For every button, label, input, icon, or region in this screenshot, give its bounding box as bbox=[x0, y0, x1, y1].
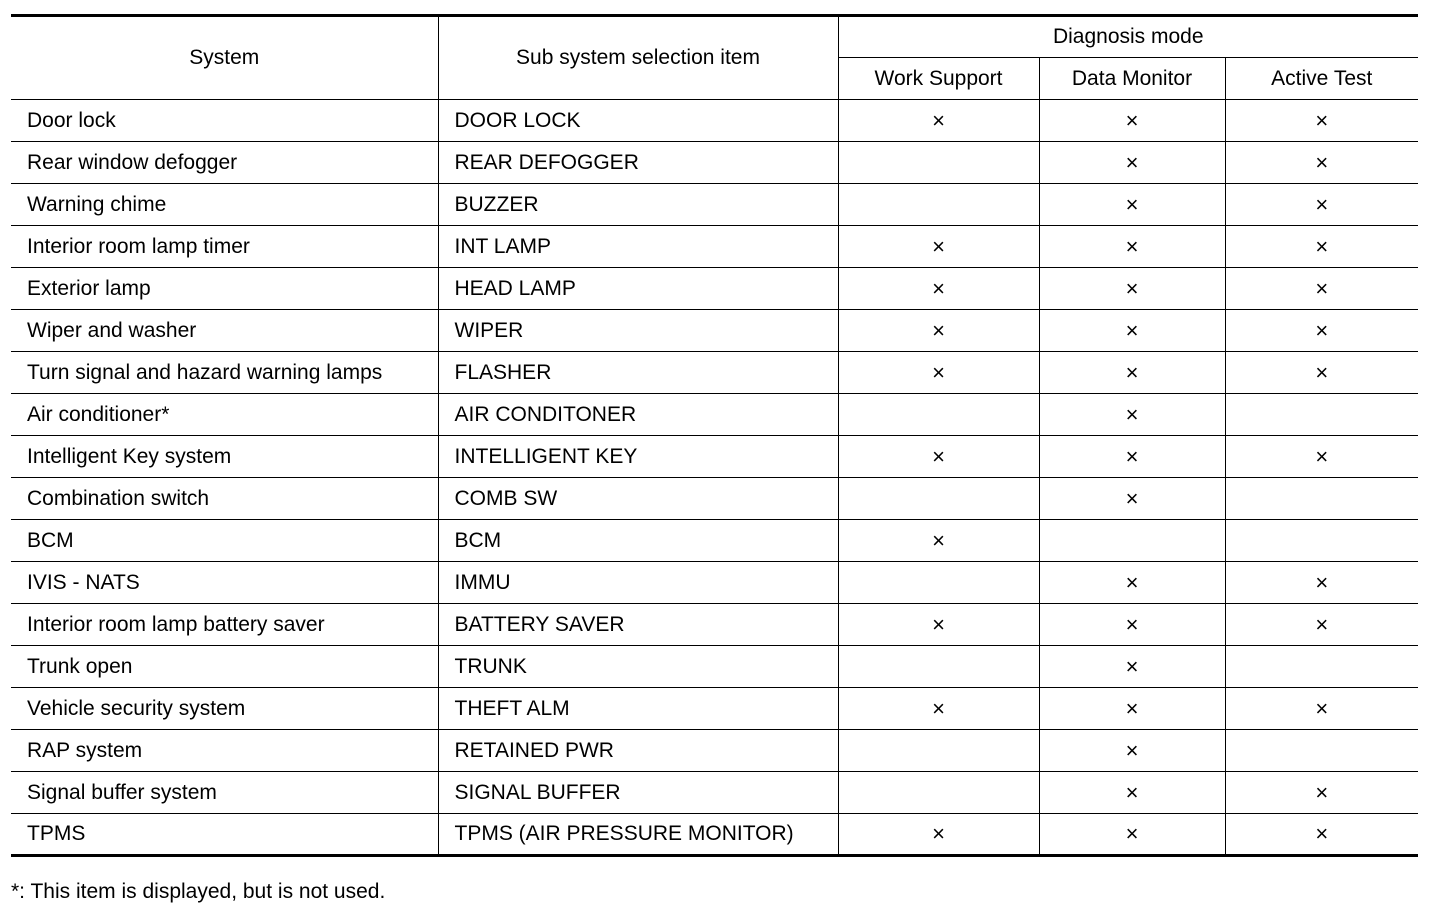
active-test-cell: × bbox=[1225, 226, 1418, 268]
sub-system-cell: HEAD LAMP bbox=[438, 268, 838, 310]
work-support-cell bbox=[838, 562, 1039, 604]
table-row bbox=[11, 646, 1418, 688]
data-monitor-cell: × bbox=[1039, 352, 1225, 394]
sub-system-cell: BATTERY SAVER bbox=[438, 604, 838, 646]
work-support-cell bbox=[838, 142, 1039, 184]
data-monitor-cell: × bbox=[1039, 688, 1225, 730]
table-row bbox=[11, 226, 1418, 268]
sub-system-cell: TRUNK bbox=[438, 646, 838, 688]
work-support-cell bbox=[838, 394, 1039, 436]
system-cell: IVIS - NATS bbox=[11, 562, 438, 604]
table-row bbox=[11, 394, 1418, 436]
system-cell: Combination switch bbox=[11, 478, 438, 520]
active-test-cell: × bbox=[1225, 436, 1418, 478]
work-support-cell bbox=[838, 730, 1039, 772]
header-active-test: Active Test bbox=[1225, 58, 1418, 100]
work-support-cell: × bbox=[838, 268, 1039, 310]
data-monitor-cell: × bbox=[1039, 436, 1225, 478]
sub-system-cell: INT LAMP bbox=[438, 226, 838, 268]
sub-system-cell: BUZZER bbox=[438, 184, 838, 226]
active-test-cell: × bbox=[1225, 562, 1418, 604]
table-row bbox=[11, 814, 1418, 856]
system-cell: RAP system bbox=[11, 730, 438, 772]
data-monitor-cell: × bbox=[1039, 730, 1225, 772]
active-test-cell bbox=[1225, 730, 1418, 772]
active-test-cell: × bbox=[1225, 604, 1418, 646]
active-test-cell bbox=[1225, 478, 1418, 520]
active-test-cell: × bbox=[1225, 688, 1418, 730]
work-support-cell bbox=[838, 184, 1039, 226]
table-row bbox=[11, 310, 1418, 352]
system-cell: Signal buffer system bbox=[11, 772, 438, 814]
data-monitor-cell: × bbox=[1039, 184, 1225, 226]
table-row bbox=[11, 436, 1418, 478]
header-diagnosis-mode: Diagnosis mode bbox=[838, 16, 1418, 58]
table-row bbox=[11, 184, 1418, 226]
header-work-support: Work Support bbox=[838, 58, 1039, 100]
active-test-cell: × bbox=[1225, 268, 1418, 310]
header-sub-system: Sub system selection item bbox=[438, 16, 838, 100]
work-support-cell: × bbox=[838, 814, 1039, 856]
table-row bbox=[11, 478, 1418, 520]
sub-system-cell: AIR CONDITONER bbox=[438, 394, 838, 436]
work-support-cell: × bbox=[838, 604, 1039, 646]
data-monitor-cell: × bbox=[1039, 478, 1225, 520]
header-row bbox=[11, 16, 1418, 58]
sub-system-cell: SIGNAL BUFFER bbox=[438, 772, 838, 814]
table-row bbox=[11, 688, 1418, 730]
data-monitor-cell: × bbox=[1039, 142, 1225, 184]
table-row bbox=[11, 352, 1418, 394]
system-cell: BCM bbox=[11, 520, 438, 562]
data-monitor-cell: × bbox=[1039, 604, 1225, 646]
active-test-cell: × bbox=[1225, 310, 1418, 352]
table-row bbox=[11, 604, 1418, 646]
data-monitor-cell: × bbox=[1039, 772, 1225, 814]
active-test-cell bbox=[1225, 646, 1418, 688]
data-monitor-cell: × bbox=[1039, 310, 1225, 352]
table-row bbox=[11, 562, 1418, 604]
diagnosis-mode-table bbox=[11, 14, 1418, 857]
sub-system-cell: COMB SW bbox=[438, 478, 838, 520]
work-support-cell: × bbox=[838, 688, 1039, 730]
footnote: *: This item is displayed, but is not used. bbox=[11, 880, 386, 903]
system-cell: Interior room lamp timer bbox=[11, 226, 438, 268]
system-cell: Interior room lamp battery saver bbox=[11, 604, 438, 646]
system-cell: Exterior lamp bbox=[11, 268, 438, 310]
work-support-cell bbox=[838, 478, 1039, 520]
work-support-cell: × bbox=[838, 352, 1039, 394]
data-monitor-cell: × bbox=[1039, 226, 1225, 268]
system-cell: Rear window defogger bbox=[11, 142, 438, 184]
data-monitor-cell: × bbox=[1039, 268, 1225, 310]
sub-system-cell: IMMU bbox=[438, 562, 838, 604]
active-test-cell: × bbox=[1225, 184, 1418, 226]
system-cell: Vehicle security system bbox=[11, 688, 438, 730]
work-support-cell: × bbox=[838, 436, 1039, 478]
header-system: System bbox=[11, 16, 438, 100]
system-cell: Warning chime bbox=[11, 184, 438, 226]
system-cell: Intelligent Key system bbox=[11, 436, 438, 478]
sub-system-cell: TPMS (AIR PRESSURE MONITOR) bbox=[438, 814, 838, 856]
sub-system-cell: INTELLIGENT KEY bbox=[438, 436, 838, 478]
data-monitor-cell: × bbox=[1039, 394, 1225, 436]
table-row bbox=[11, 520, 1418, 562]
system-cell: TPMS bbox=[11, 814, 438, 856]
system-cell: Turn signal and hazard warning lamps bbox=[11, 352, 438, 394]
sub-system-cell: REAR DEFOGGER bbox=[438, 142, 838, 184]
work-support-cell: × bbox=[838, 520, 1039, 562]
system-cell: Trunk open bbox=[11, 646, 438, 688]
table-row bbox=[11, 730, 1418, 772]
active-test-cell bbox=[1225, 394, 1418, 436]
active-test-cell: × bbox=[1225, 352, 1418, 394]
active-test-cell: × bbox=[1225, 814, 1418, 856]
work-support-cell: × bbox=[838, 100, 1039, 142]
header-data-monitor: Data Monitor bbox=[1039, 58, 1225, 100]
active-test-cell: × bbox=[1225, 142, 1418, 184]
data-monitor-cell: × bbox=[1039, 646, 1225, 688]
data-monitor-cell: × bbox=[1039, 562, 1225, 604]
work-support-cell bbox=[838, 772, 1039, 814]
system-cell: Door lock bbox=[11, 100, 438, 142]
work-support-cell: × bbox=[838, 226, 1039, 268]
sub-system-cell: BCM bbox=[438, 520, 838, 562]
active-test-cell: × bbox=[1225, 772, 1418, 814]
table-row bbox=[11, 268, 1418, 310]
system-cell: Wiper and washer bbox=[11, 310, 438, 352]
sub-system-cell: FLASHER bbox=[438, 352, 838, 394]
data-monitor-cell bbox=[1039, 520, 1225, 562]
work-support-cell: × bbox=[838, 310, 1039, 352]
data-monitor-cell: × bbox=[1039, 100, 1225, 142]
sub-system-cell: THEFT ALM bbox=[438, 688, 838, 730]
active-test-cell: × bbox=[1225, 100, 1418, 142]
sub-system-cell: WIPER bbox=[438, 310, 838, 352]
table-row bbox=[11, 142, 1418, 184]
system-cell: Air conditioner* bbox=[11, 394, 438, 436]
table-row bbox=[11, 100, 1418, 142]
table-row bbox=[11, 772, 1418, 814]
sub-system-cell: RETAINED PWR bbox=[438, 730, 838, 772]
sub-system-cell: DOOR LOCK bbox=[438, 100, 838, 142]
work-support-cell bbox=[838, 646, 1039, 688]
data-monitor-cell: × bbox=[1039, 814, 1225, 856]
active-test-cell bbox=[1225, 520, 1418, 562]
